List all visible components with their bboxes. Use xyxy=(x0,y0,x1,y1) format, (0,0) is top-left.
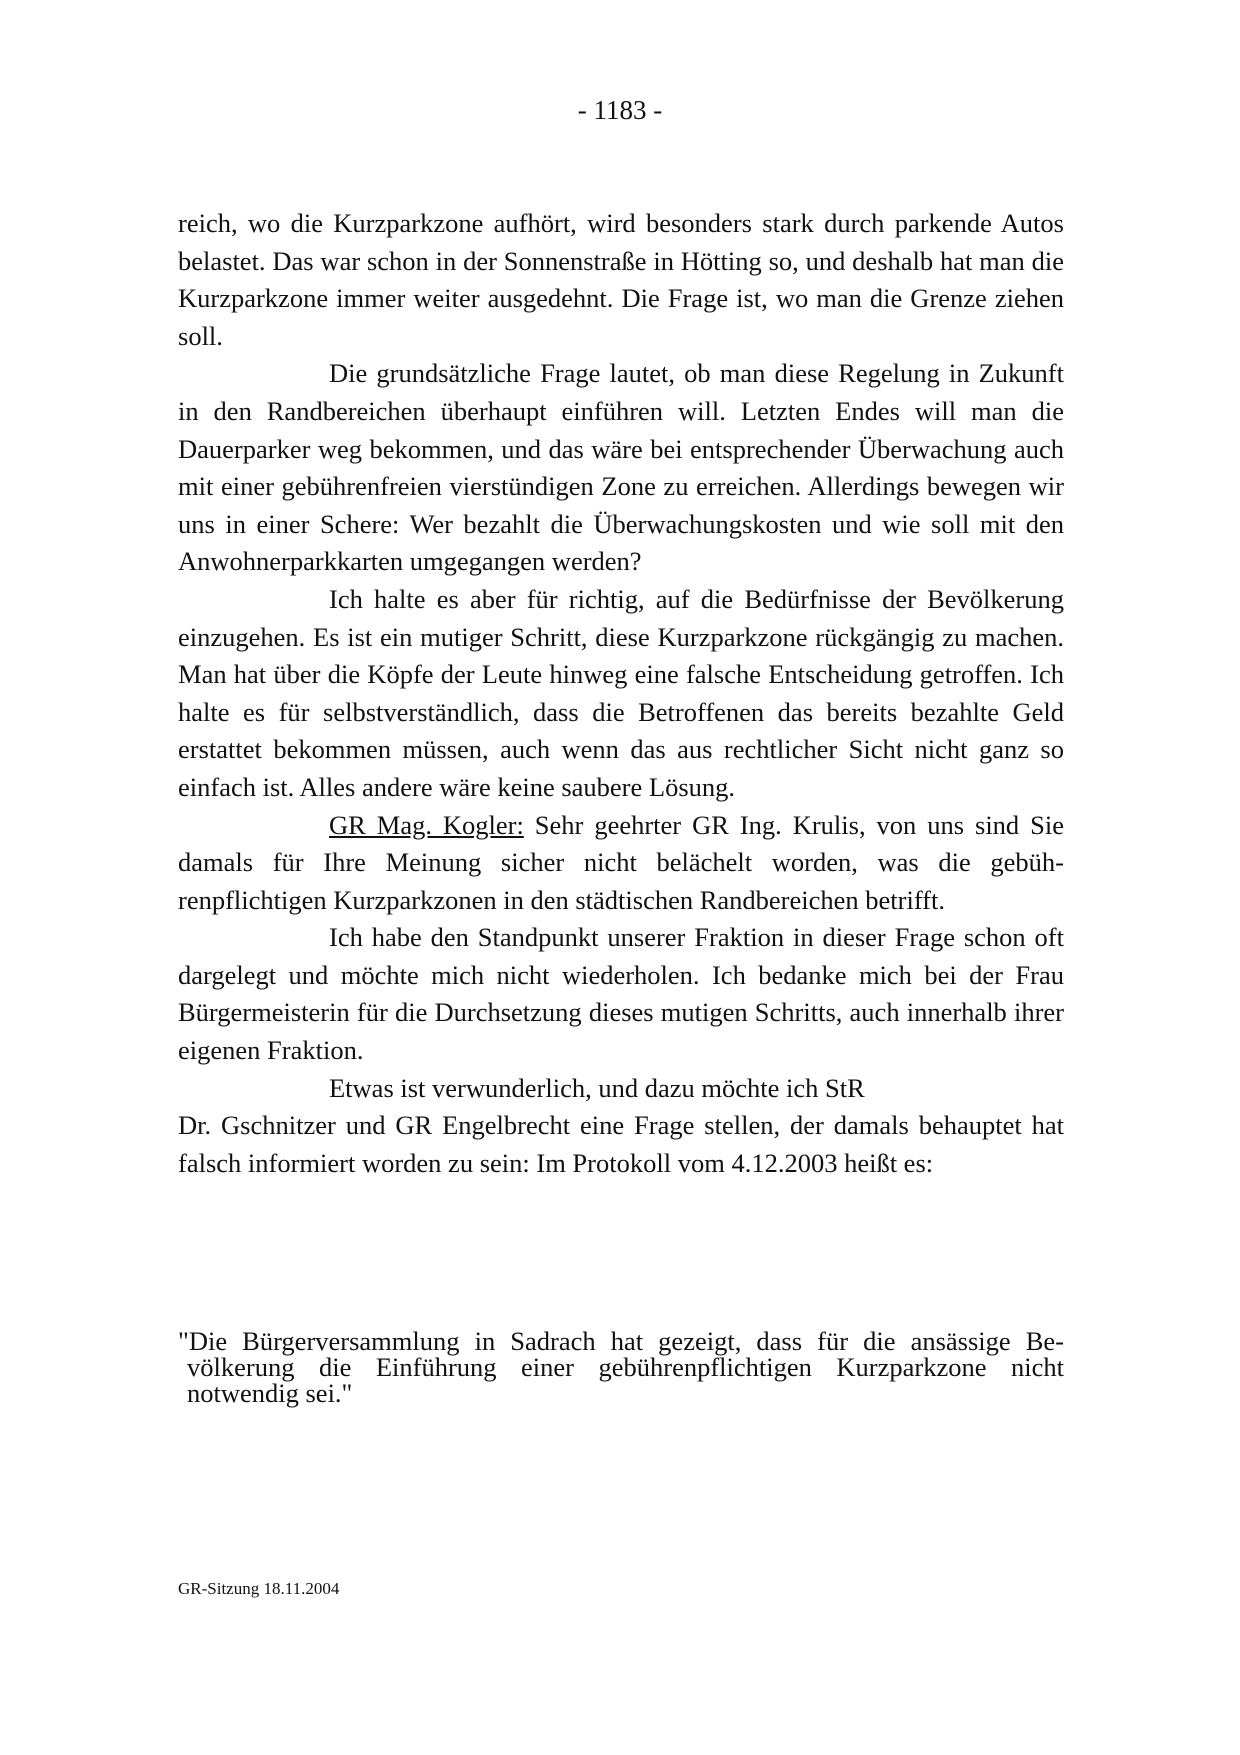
speech-paragraph xyxy=(178,807,1064,920)
question-text: Dr. Gschnitzer und GR Engelbrecht eine Frage stellen, der damals behauptet hat falsch informiert worden zu sein: Im Protokoll vom 4.12.2003 heißt es: xyxy=(178,1110,1064,1178)
document-body xyxy=(178,205,1064,1182)
paragraph-continuation: reich, wo die Kurzparkzone aufhört, wird besonders stark durch parkende Autos belastet. Das war schon in der Sonnenstraße in Hötting so, und deshalb hat man die Kurzparkzone immer weiter ausgedehnt. Die Frage ist, wo man die Grenze ziehen soll. xyxy=(178,208,1064,351)
footer-session-date: GR-Sitzung 18.11.2004 xyxy=(178,1579,340,1598)
question-intro-line: Etwas ist verwunderlich, und dazu möchte ich StR xyxy=(329,1072,865,1103)
paragraph: Ich habe den Standpunkt unserer Fraktion in dieser Frage schon oft dargelegt und möchte mich nicht wiederholen. Ich bedanke mich bei der Frau Bürgermeisterin für die Durchsetzung dieses mutigen Schritts, auch innerhalb ihrer eigenen Fraktion. xyxy=(178,922,1064,1066)
page-number: - 1183 - xyxy=(577,95,663,125)
speech-text: Sehr geehrter GR Ing. Krulis, von uns sind Sie damals für Ihre Meinung sicher nicht belächelt worden, was die gebührenpflichtigen Kurzparkzonen in den städtischen Randbereichen betrifft. xyxy=(178,809,1064,915)
paragraph: Ich halte es aber für richtig, auf die Bedürfnisse der Bevölkerung einzugehen. Es ist ein mutiger Schritt, diese Kurzparkzone rückgängig zu machen. Man hat über die Köpfe der Leute hinweg eine falsche Entscheidung getroffen. Ich halte es für selbstverständlich, dass die Betroffenen das bereits bezahlte Geld erstattet bekommen müssen, auch wenn das aus rechtlicher Sicht nicht ganz so einfach ist. Alles andere wäre keine saubere Lösung. xyxy=(178,583,1064,802)
paragraph: Die grundsätzliche Frage lautet, ob man diese Regelung in Zukunft in den Randbereichen überhaupt einführen will. Letzten Endes will man die Dauerparker weg bekommen, und das wäre bei entsprechender Überwachung auch mit einer gebührenfreien vierstündigen Zone zu erreichen. Allerdings bewegen wir uns in einer Schere: Wer bezahlt die Überwachungskosten und wie soll mit den Anwohnerparkkarten umgegangen werden? xyxy=(178,358,1064,577)
speaker-name: GR Mag. Kogler: xyxy=(329,809,524,840)
quoted-protocol: "Die Bürgerversammlung in Sadrach hat gezeigt, dass für die ansässige Bevölkerung die Einführung einer gebührenpflichtigen Kurzparkzone nicht notwendig sei." xyxy=(178,1326,1064,1408)
